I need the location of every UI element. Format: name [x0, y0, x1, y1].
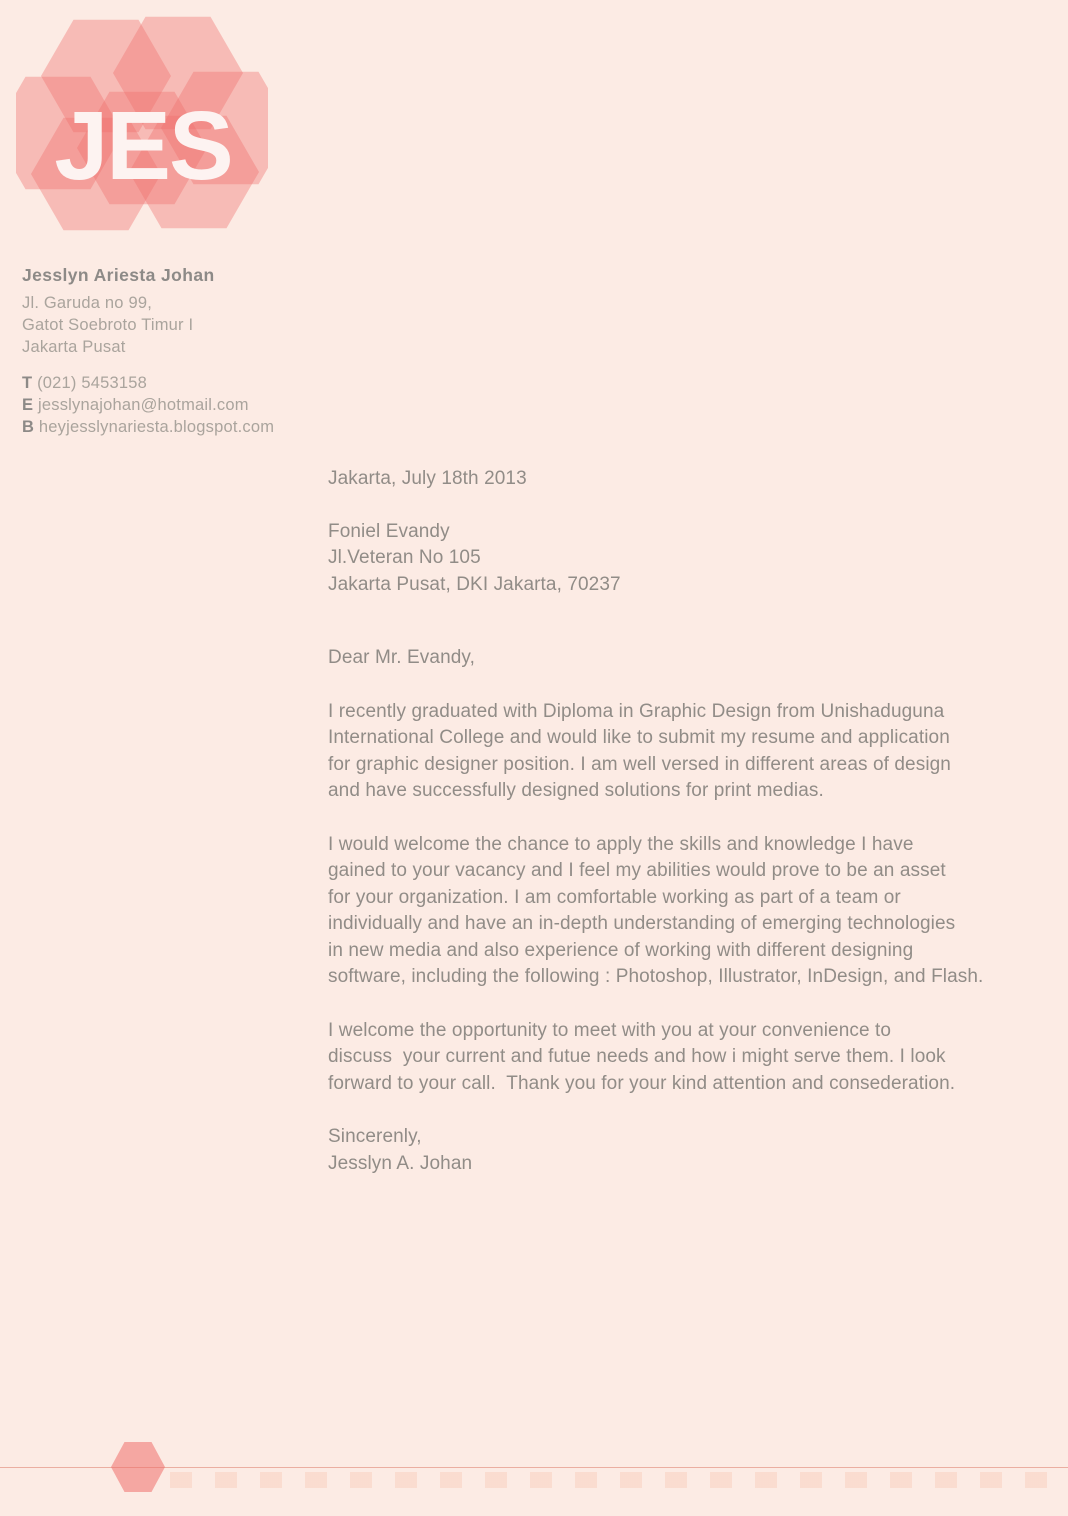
- paragraph-line: and have successfully designed solutions for print medias.: [328, 780, 824, 801]
- logo-text: JES: [54, 91, 232, 200]
- paragraph-line: I welcome the opportunity to meet with you at your convenience to: [328, 1019, 892, 1041]
- paragraph-line: software, including the following : Photoshop, Illustrator, InDesign, and Flash.: [328, 966, 984, 987]
- letter-date: Jakarta, July 18th 2013: [328, 468, 527, 489]
- paragraph-2: [328, 832, 1028, 991]
- closing-block: [328, 1124, 1028, 1177]
- footer-faint-pattern: [170, 1472, 1068, 1488]
- recipient-line: Jakarta Pusat, DKI Jakarta, 70237: [328, 573, 621, 595]
- footer-hexagon-icon: [111, 1442, 165, 1492]
- email-value: jesslynajohan@hotmail.com: [33, 396, 249, 414]
- email-label: E: [22, 396, 34, 414]
- recipient-block: [328, 519, 1028, 599]
- closing: Sincerenly,: [328, 1126, 422, 1147]
- paragraph-3: [328, 1018, 1028, 1098]
- paragraph-line: for graphic designer position. I am well versed in different areas of design: [328, 753, 951, 775]
- phone-value: (021) 5453158: [32, 374, 148, 392]
- salutation: Dear Mr. Evandy,: [328, 647, 475, 668]
- jes-logo: [16, 12, 268, 238]
- phone-label: T: [22, 374, 33, 392]
- blog-row: [22, 416, 312, 438]
- signature: Jesslyn A. Johan: [328, 1152, 473, 1174]
- paragraph-line: in new media and also experience of working with different designing: [328, 939, 914, 961]
- letter-body: [328, 466, 1028, 1177]
- paragraph-line: I would welcome the chance to apply the skills and knowledge I have: [328, 833, 914, 855]
- blog-label: B: [22, 418, 35, 436]
- paragraph-line: discuss your current and futue needs and how i might serve them. I look: [328, 1046, 946, 1067]
- paragraph-1: [328, 699, 1028, 805]
- paragraph-line: International College and would like to submit my resume and application: [328, 727, 950, 748]
- sender-block: [22, 264, 312, 438]
- recipient-line: Jl.Veteran No 105: [328, 547, 481, 568]
- blog-value: heyjesslynariesta.blogspot.com: [34, 418, 275, 436]
- paragraph-line: for your organization. I am comfortable working as part of a team or: [328, 886, 901, 908]
- sender-address-line: Gatot Soebroto Timur I: [22, 316, 194, 334]
- sender-contacts: [22, 372, 312, 438]
- phone-row: [22, 372, 312, 394]
- paragraph-line: individually and have an in-depth understanding of emerging technologies: [328, 913, 956, 934]
- recipient-line: Foniel Evandy: [328, 520, 450, 542]
- email-row: [22, 394, 312, 416]
- paragraph-line: gained to your vacancy and I feel my abilities would prove to be an asset: [328, 860, 946, 881]
- paragraph-line: I recently graduated with Diploma in Graphic Design from Unishaduguna: [328, 700, 945, 722]
- hexagon-cluster-icon: [16, 12, 268, 238]
- sender-address-line: Jakarta Pusat: [22, 338, 126, 356]
- sender-address-line: Jl. Garuda no 99,: [22, 294, 152, 312]
- sender-name: Jesslyn Ariesta Johan: [22, 265, 215, 285]
- paragraph-line: forward to your call. Thank you for your kind attention and consederation.: [328, 1072, 956, 1094]
